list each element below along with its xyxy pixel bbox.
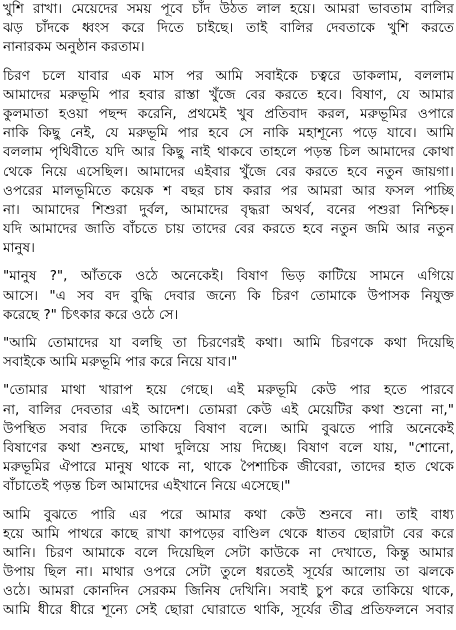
text-line: যদি আমাদের জাতি বাঁচতে চায় তাদের বের করতে হবে নতুন জমি আর নতুন bbox=[3, 221, 454, 238]
text-line: আমি বুঝতে পারি এর পরে আমার কথা কেউ শুনবে না। তাই বাধ্য bbox=[3, 506, 454, 523]
text-line: "মানুষ ?", আঁতকে ওঠে অনেকেই। বিষাণ ভিড় কাটিয়ে সামনে এগিয়ে bbox=[3, 268, 454, 285]
document-page bbox=[3, 0, 454, 630]
text-line: সবাইকে আমি মরুভূমি পার করে নিয়ে যাব।" bbox=[3, 354, 238, 371]
text-line: আসে। "এ সব বদ বুদ্ধি দেবার জন্যে কি চিরণ তোমাকে উপাসক নিযুক্ত bbox=[3, 287, 454, 304]
text-line: বললাম পৃথিবীতে যদি আর কিছু নাই থাকবে তাহলে পড়ন্ত চিল আমাদের কোথা bbox=[3, 144, 454, 161]
text-line: উপায় ছিল না। মাথার ওপরে সেটা তুলে ধরতেই সূর্যের আলোয় তা ঝলকে bbox=[3, 564, 454, 581]
paragraph-6 bbox=[3, 506, 454, 621]
paragraph-3 bbox=[3, 267, 454, 325]
text-line: ওপরের মালভূমিতে কয়েক শ বছর চাষ করার পর আমরা আর ফসল পাচ্ছি bbox=[3, 182, 454, 199]
paragraph-5 bbox=[3, 381, 454, 496]
text-line: নানারকম অনুষ্ঠান করতাম। bbox=[3, 39, 145, 56]
text-line: কুলমাতা হওয়া পছন্দ করেনি, প্রথমেই খুব প্রতিবাদ করল, মরুভূমির ওপারে bbox=[3, 105, 454, 122]
text-line: চিরণ চলে যাবার এক মাস পর আমি সবাইকে চত্বরে ডাকলাম, বললাম bbox=[3, 67, 454, 84]
text-line: হয়ে আমি পাথরে কাছে রাখা কাপড়ের বাণ্ডিল থেকে ধাতব ছোরাটা বের করে bbox=[3, 525, 454, 542]
text-line: "তোমার মাথা খারাপ হয়ে গেছে। এই মরুভূমি কেউ পার হতে পারবে bbox=[3, 382, 454, 399]
text-line: ওঠে। আমরা কোনদিন সেরকম জিনিষ দেখিনি। সবাই চুপ করে তাকিয়ে থাকে, bbox=[3, 583, 454, 600]
text-line: খুশি রাখা। মেয়েদের সময় পূবে চাঁদ উঠত লাল হয়ে। আমরা ভাবতাম বালির bbox=[3, 1, 454, 17]
text-line: আমি ধীরে ধীরে শূন্যে সেই ছোরা ঘোরাতে থাকি, সূর্যের তীব্র প্রতিফলনে সবার bbox=[3, 602, 454, 619]
text-line: মানুষ। bbox=[3, 240, 35, 257]
text-line: আমাদের মরুভূমি পার হবার রাস্তা খুঁজে বের করতে হবে। বিষাণ, যে আমার bbox=[3, 86, 454, 103]
paragraph-1 bbox=[3, 0, 454, 58]
text-line: বাঁচাতেই পড়ন্ত চিল আমাদের এইখানে নিয়ে এসেছে।" bbox=[3, 478, 291, 495]
text-line: উপস্থিত সবার দিকে তাকিয়ে বিষাণ বলে। আমি বুঝতে পারি অনেকেই bbox=[3, 420, 454, 437]
text-line: না, বালির দেবতার এই আদেশ। তোমরা কেউ এই মেয়েটির কথা শুনো না," bbox=[3, 401, 454, 418]
text-line: মরুভূমির ঐপারে মানুষ থাকে না, থাকে পৈশাচিক জীবেরা, তাদের হাত থেকে bbox=[3, 459, 454, 476]
text-line: করেছে ?" চিৎকার করে ওঠে সে। bbox=[3, 306, 179, 323]
text-line: আনি। চিরণ আমাকে বলে দিয়েছিল সেটা কাউকে না দেখাতে, কিন্তু আমার bbox=[3, 544, 454, 561]
text-line: না। আমাদের শিশুরা দুর্বল, আমাদের বৃদ্ধরা অথর্ব, বনের পশুরা নিশ্চিহ্ন। bbox=[3, 201, 454, 218]
text-line: ঝড় চাঁদকে ধ্বংস করে দিতে চাইছে। তাই বালির দেবতাকে খুশি করতে bbox=[3, 20, 454, 37]
text-line: "আমি তোমাদের যা বলছি তা চিরণেরই কথা। আমি চিরণকে কথা দিয়েছি bbox=[3, 335, 454, 351]
paragraph-4 bbox=[3, 334, 454, 372]
text-line: বিষাণের কথা শুনছে, মাথা দুলিয়ে সায় দিচ্ছে। বিষাণ বলে যায়, "শোনো, bbox=[3, 439, 454, 456]
text-line: থেকে নিয়ে এসেছিল। আমাদের এইবার খুঁজে বের করতে হবে নতুন জায়গা। bbox=[3, 163, 454, 180]
text-line: নাকি কিছু নেই, যে মরুভূমি পার হবে সে নাকি মহাশূন্যে পড়ে যাবে। আমি bbox=[3, 125, 454, 142]
paragraph-2 bbox=[3, 67, 454, 259]
